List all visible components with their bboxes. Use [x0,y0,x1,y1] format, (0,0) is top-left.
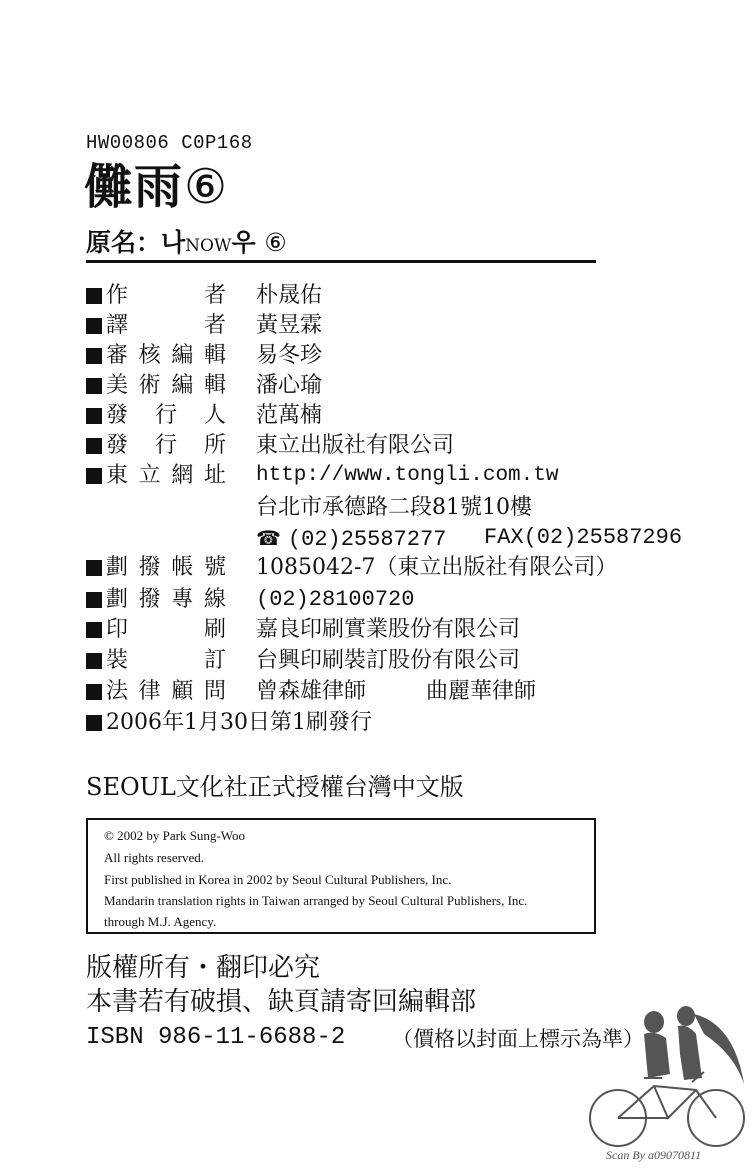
label-char: 東 [106,463,129,488]
copyright-line: First published in Korea in 2002 by Seoul Cultural Publishers, Inc. [104,872,452,887]
label-char: 美 [106,373,129,398]
label-char: 劃 [106,587,129,612]
copyright-line: through M.J. Agency. [104,914,217,929]
label-char: 律 [138,679,161,704]
label-char: 法 [106,679,129,704]
label-char: 譯 [106,313,129,338]
credit-value: 嘉良印刷實業股份有限公司 [256,617,521,642]
label-char: 劃 [106,555,129,580]
credit-label [106,401,226,431]
credit-label [106,431,226,461]
scan-credit: Scan By a09070811 [606,1148,702,1162]
bullet-square [86,560,102,576]
original-hangul: 나 [161,228,186,257]
copyright-line: All rights reserved. [104,850,205,865]
credit-label [106,281,226,311]
label-char: 址 [203,463,226,488]
label-char: 輯 [203,343,226,368]
label-char: 號 [203,555,226,580]
website-url[interactable]: http://www.tongli.com.tw [256,464,559,487]
publisher-fax: FAX(02)25587296 [484,525,683,550]
phone-icon: ☎ [256,526,281,550]
label-char: 審 [106,343,129,368]
publisher-address: 台北市承德路二段81號10樓 [256,495,532,520]
publisher-phone [256,523,446,555]
credit-label [106,646,226,676]
label-char: 裝 [106,648,129,673]
credit-label [106,341,226,371]
label-char: 線 [203,587,226,612]
price-note: （價格以封面上標示為準） [392,1027,644,1051]
bullet-square [86,622,102,638]
label-char: 者 [203,283,226,308]
label-char: 顧 [171,679,194,704]
label-char: 刷 [203,617,226,642]
credit-value: 黃昱霖 [256,313,323,338]
credit-label [106,311,226,341]
label-char: 者 [203,313,226,338]
label-char: 印 [106,617,129,642]
label-char: 撥 [138,555,161,580]
label-char: 所 [203,433,226,458]
bullet-square [86,318,102,334]
credit-label [106,553,226,583]
label-char: 問 [203,679,226,704]
product-code: HW00806 C0P168 [86,132,253,154]
credit-label [106,585,226,615]
original-latin: NOW [185,236,232,256]
credit-value: (02)28100720 [256,587,415,612]
label-char: 編 [171,373,194,398]
label-char: 作 [106,283,129,308]
label-char: 帳 [171,555,194,580]
credit-value: 1085042-7（東立出版社有限公司） [256,555,618,580]
original-prefix: 原名： [86,228,162,257]
rights-notice: 版權所有・翻印必究 [86,953,321,983]
bicycle-couple-illustration [584,994,756,1154]
label-char: 訂 [203,648,226,673]
original-title [86,228,287,261]
bullet-square [86,592,102,608]
credit-value: 潘心瑜 [256,373,323,398]
title-text: 儺雨 [84,159,185,215]
credit-value: 東立出版社有限公司 [256,433,455,458]
label-char: 行 [154,403,177,428]
label-char: 網 [171,463,194,488]
label-char: 專 [171,587,194,612]
credit-label [106,677,226,707]
label-char: 立 [138,463,161,488]
label-char: 撥 [138,587,161,612]
label-char: 人 [203,403,226,428]
credit-label [106,371,226,401]
label-char: 術 [138,373,161,398]
label-char: 編 [171,343,194,368]
credit-value-2: 曲麗華律師 [426,679,537,704]
bullet-square [86,715,102,731]
credit-value: 易冬珍 [256,343,323,368]
label-char: 發 [106,433,129,458]
isbn-number: ISBN 986-11-6688-2 [86,1024,346,1051]
original-hangul-2: 우 [231,228,256,257]
bullet-square [86,468,102,484]
label-char: 行 [154,433,177,458]
bullet-square [86,348,102,364]
credit-value: 台興印刷裝訂股份有限公司 [256,648,521,673]
label-char: 輯 [203,373,226,398]
label-char: 核 [138,343,161,368]
first-print-date: 2006年1月30日第1刷發行 [106,710,372,735]
bullet-square [86,288,102,304]
credit-value: 朴晟佑 [256,283,323,308]
copyright-line: © 2002 by Park Sung-Woo [104,828,245,843]
credit-value: 范萬楠 [256,403,323,428]
bullet-square [86,408,102,424]
volume-number: ⑥ [184,159,230,215]
bullet-square [86,653,102,669]
book-title [84,160,229,214]
license-statement: SEOUL文化社正式授權台灣中文版 [86,773,464,801]
credit-value: 曾森雄律師 [256,679,367,704]
bullet-square [86,378,102,394]
title-divider [86,260,596,263]
bullet-square [86,438,102,454]
copyright-line: Mandarin translation rights in Taiwan arranged by Seoul Cultural Publishers, Inc. [104,893,528,908]
phone-number: (02)25587277 [287,527,447,552]
damage-notice: 本書若有破損、缺頁請寄回編輯部 [86,987,477,1017]
original-volume: ⑥ [264,228,287,257]
credit-label [106,461,226,491]
credit-label [106,615,226,645]
label-char: 發 [106,403,129,428]
bullet-square [86,684,102,700]
